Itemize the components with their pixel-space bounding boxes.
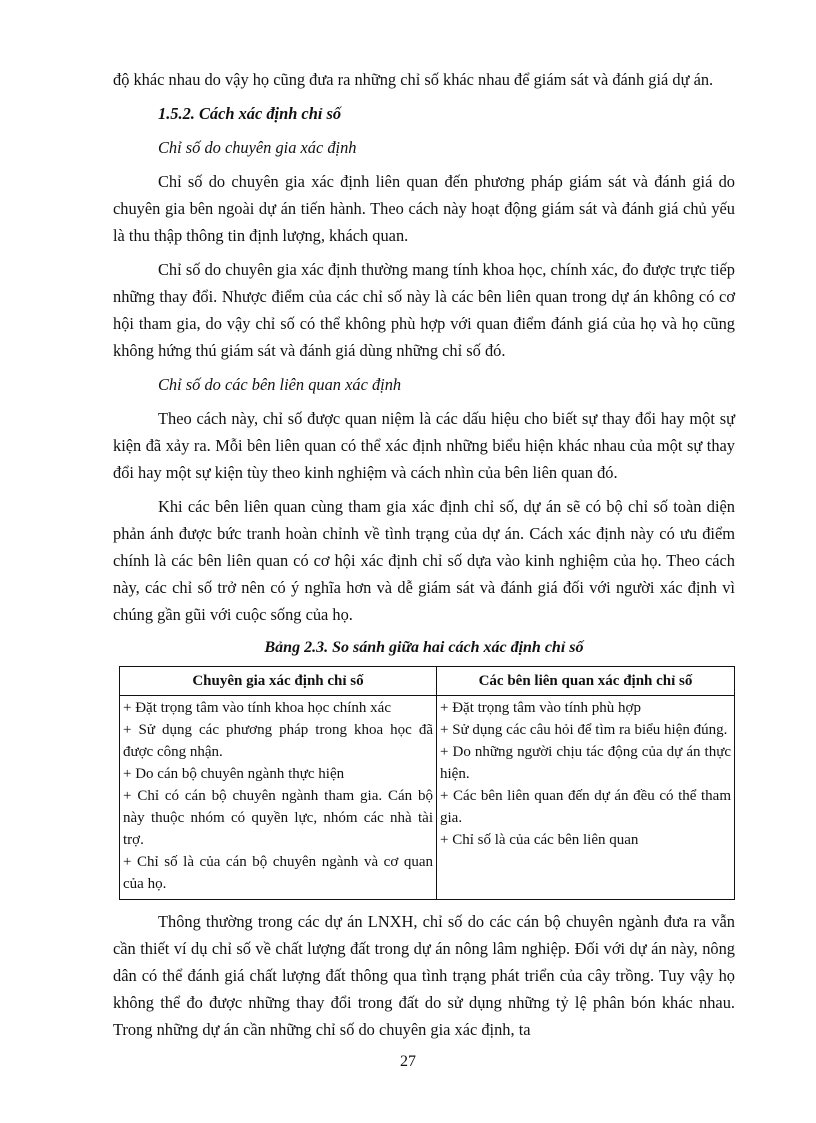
comparison-table: [119, 666, 735, 900]
table-header-expert: Chuyên gia xác định chỉ số: [120, 667, 437, 696]
list-item: + Chỉ số là của các bên liên quan: [440, 832, 639, 848]
page-body: [113, 66, 735, 1043]
subheading-stakeholders: Chỉ số do các bên liên quan xác định: [158, 375, 402, 394]
subheading-expert: Chỉ số do chuyên gia xác định: [158, 138, 357, 157]
table-cell-expert: [120, 696, 437, 900]
list-item: + Đặt trọng tâm vào tính khoa học chính xác: [123, 700, 391, 716]
table-cell-stakeholders: [437, 696, 735, 900]
list-item: + Đặt trọng tâm vào tính phù hợp: [440, 700, 641, 716]
paragraph-practice: Thông thường trong các dự án LNXH, chỉ số do các cán bộ chuyên ngành đưa ra vẫn cần thiết ví dụ chỉ số về chất lượng đất trong dự án nông lâm nghiệp. Đối với dự án này, nông dân có thể đánh giá chất lượng đất thông qua tình trạng phát triển của cây trồng. Tuy vậy họ không thể đo được những thay đổi trong đất do sử dụng những tỷ lệ phân bón khác nhau. Trong những dự án cần những chỉ số do chuyên gia xác định, ta: [113, 912, 735, 1039]
table-header-row: [120, 667, 735, 696]
paragraph-stakeholders-advantages: Khi các bên liên quan cùng tham gia xác định chỉ số, dự án sẽ có bộ chỉ số toàn diện phản ánh được bức tranh hoàn chỉnh về tình trạng của dự án. Cách xác định này có ưu điểm chính là các bên liên quan có cơ hội xác định chỉ số dựa vào kinh nghiệm của họ. Theo cách này, các chỉ số trở nên có ý nghĩa hơn và dễ giám sát và đánh giá đối với người xác định vì chúng gần gũi với cuộc sống của họ.: [113, 497, 735, 624]
paragraph-expert-definition: Chỉ số do chuyên gia xác định liên quan đến phương pháp giám sát và đánh giá do chuyên gia bên ngoài dự án tiến hành. Theo cách này hoạt động giám sát và đánh giá chủ yếu là thu thập thông tin định lượng, khách quan.: [113, 172, 735, 245]
section-heading: 1.5.2. Cách xác định chỉ số: [158, 104, 342, 123]
table-header-stakeholders: Các bên liên quan xác định chỉ số: [437, 667, 735, 696]
list-item: + Chỉ có cán bộ chuyên ngành tham gia. Cán bộ này thuộc nhóm có quyền lực, nhóm các nhà tài trợ.: [123, 788, 433, 848]
list-item: + Sử dụng các phương pháp trong khoa học đã được công nhận.: [123, 722, 433, 760]
page-number: 27: [400, 1053, 416, 1070]
table-row: [120, 696, 735, 900]
paragraph-continuation: độ khác nhau do vậy họ cũng đưa ra những chỉ số khác nhau để giám sát và đánh giá dự án.: [113, 70, 714, 89]
paragraph-expert-pros-cons: Chỉ số do chuyên gia xác định thường mang tính khoa học, chính xác, đo được trực tiếp những thay đổi. Nhược điểm của các chỉ số này là các bên liên quan trong dự án không có cơ hội tham gia, do vậy chỉ số có thể không phù hợp với quan điểm đánh giá của họ và họ cũng không hứng thú giám sát và đánh giá dùng những chỉ số đó.: [113, 260, 735, 360]
list-item: + Do những người chịu tác động của dự án thực hiện.: [440, 744, 731, 782]
table-caption: Bảng 2.3. So sánh giữa hai cách xác định chỉ số: [264, 639, 584, 656]
paragraph-stakeholders-definition: Theo cách này, chỉ số được quan niệm là các dấu hiệu cho biết sự thay đổi hay một sự kiện đã xảy ra. Mỗi bên liên quan có thể xác định những biểu hiện khác nhau của một sự thay đổi hay một sự kiện tùy theo kinh nghiệm và cách nhìn của bên liên quan đó.: [113, 409, 735, 482]
list-item: + Các bên liên quan đến dự án đều có thể tham gia.: [440, 788, 731, 826]
list-item: + Sử dụng các câu hỏi để tìm ra biểu hiện đúng.: [440, 722, 728, 738]
list-item: + Chỉ số là của cán bộ chuyên ngành và cơ quan của họ.: [123, 854, 433, 892]
list-item: + Do cán bộ chuyên ngành thực hiện: [123, 766, 345, 782]
